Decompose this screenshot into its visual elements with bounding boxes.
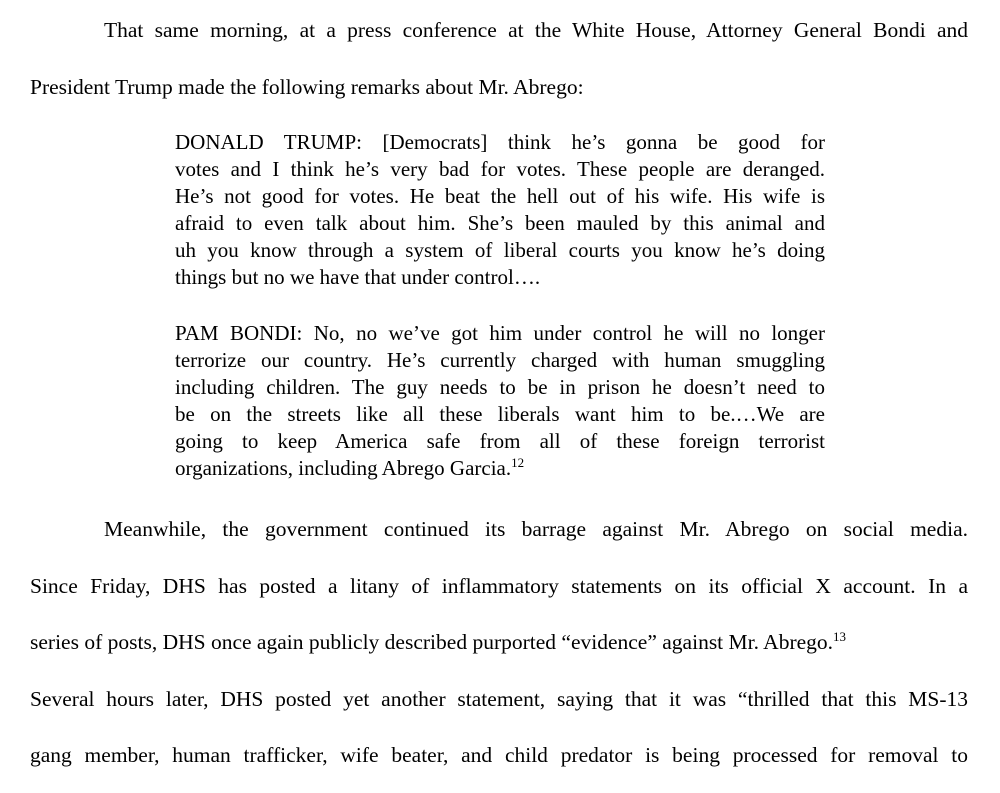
paragraph-line-footnoted	[30, 614, 968, 671]
quote-line: uh you know through a system of liberal courts you know he’s doing	[175, 238, 825, 262]
quote-line: He’s not good for votes. He beat the hell out of his wife. His wife is	[175, 184, 825, 208]
paragraph-line: Several hours later, DHS posted yet another statement, saying that it was “thrilled that this MS-13	[30, 686, 968, 711]
quote-line: DONALD TRUMP: [Democrats] think he’s gonna be good for	[175, 130, 825, 154]
quote-line: including children. The guy needs to be in prison he doesn’t need to	[175, 375, 825, 399]
block-quote-trump	[175, 129, 825, 291]
footnote-marker-12[interactable]: 12	[511, 455, 525, 470]
paragraph-line: Meanwhile, the government continued its barrage against Mr. Abrego on social media.	[104, 517, 968, 541]
paragraph-line: Since Friday, DHS has posted a litany of inflammatory statements on its official X account. In a	[30, 573, 968, 598]
quote-line: PAM BONDI: No, no we’ve got him under control he will no longer	[175, 321, 825, 345]
paragraph-social-media	[30, 501, 968, 784]
quote-line: going to keep America safe from all of these foreign terrorist	[175, 429, 825, 453]
quote-line-last	[175, 455, 825, 482]
quote-line: votes and I think he’s very bad for votes. These people are deranged.	[175, 157, 825, 181]
footnote-marker-13[interactable]: 13	[833, 629, 847, 644]
paragraph-line: That same morning, at a press conference at the White House, Attorney General Bondi and	[104, 18, 968, 42]
paragraph-line: President Trump made the following remarks about Mr. Abrego:	[30, 74, 584, 99]
quote-line: things but no we have that under control….	[175, 265, 541, 289]
quote-line: terrorize our country. He’s currently charged with human smuggling	[175, 348, 825, 372]
quote-line-text: organizations, including Abrego Garcia.	[175, 456, 512, 480]
quote-line: afraid to even talk about him. She’s been mauled by this animal and	[175, 211, 825, 235]
paragraph-line: gang member, human trafficker, wife beater, and child predator is being processed for removal to	[30, 743, 968, 767]
paragraph-press-conference	[30, 2, 968, 115]
paragraph-line-text: series of posts, DHS once again publicly described purported “evidence” against Mr. Abrego.	[30, 630, 834, 654]
quote-line: be on the streets like all these liberals want him to be.…We are	[175, 402, 825, 426]
block-quote-bondi	[175, 320, 825, 482]
